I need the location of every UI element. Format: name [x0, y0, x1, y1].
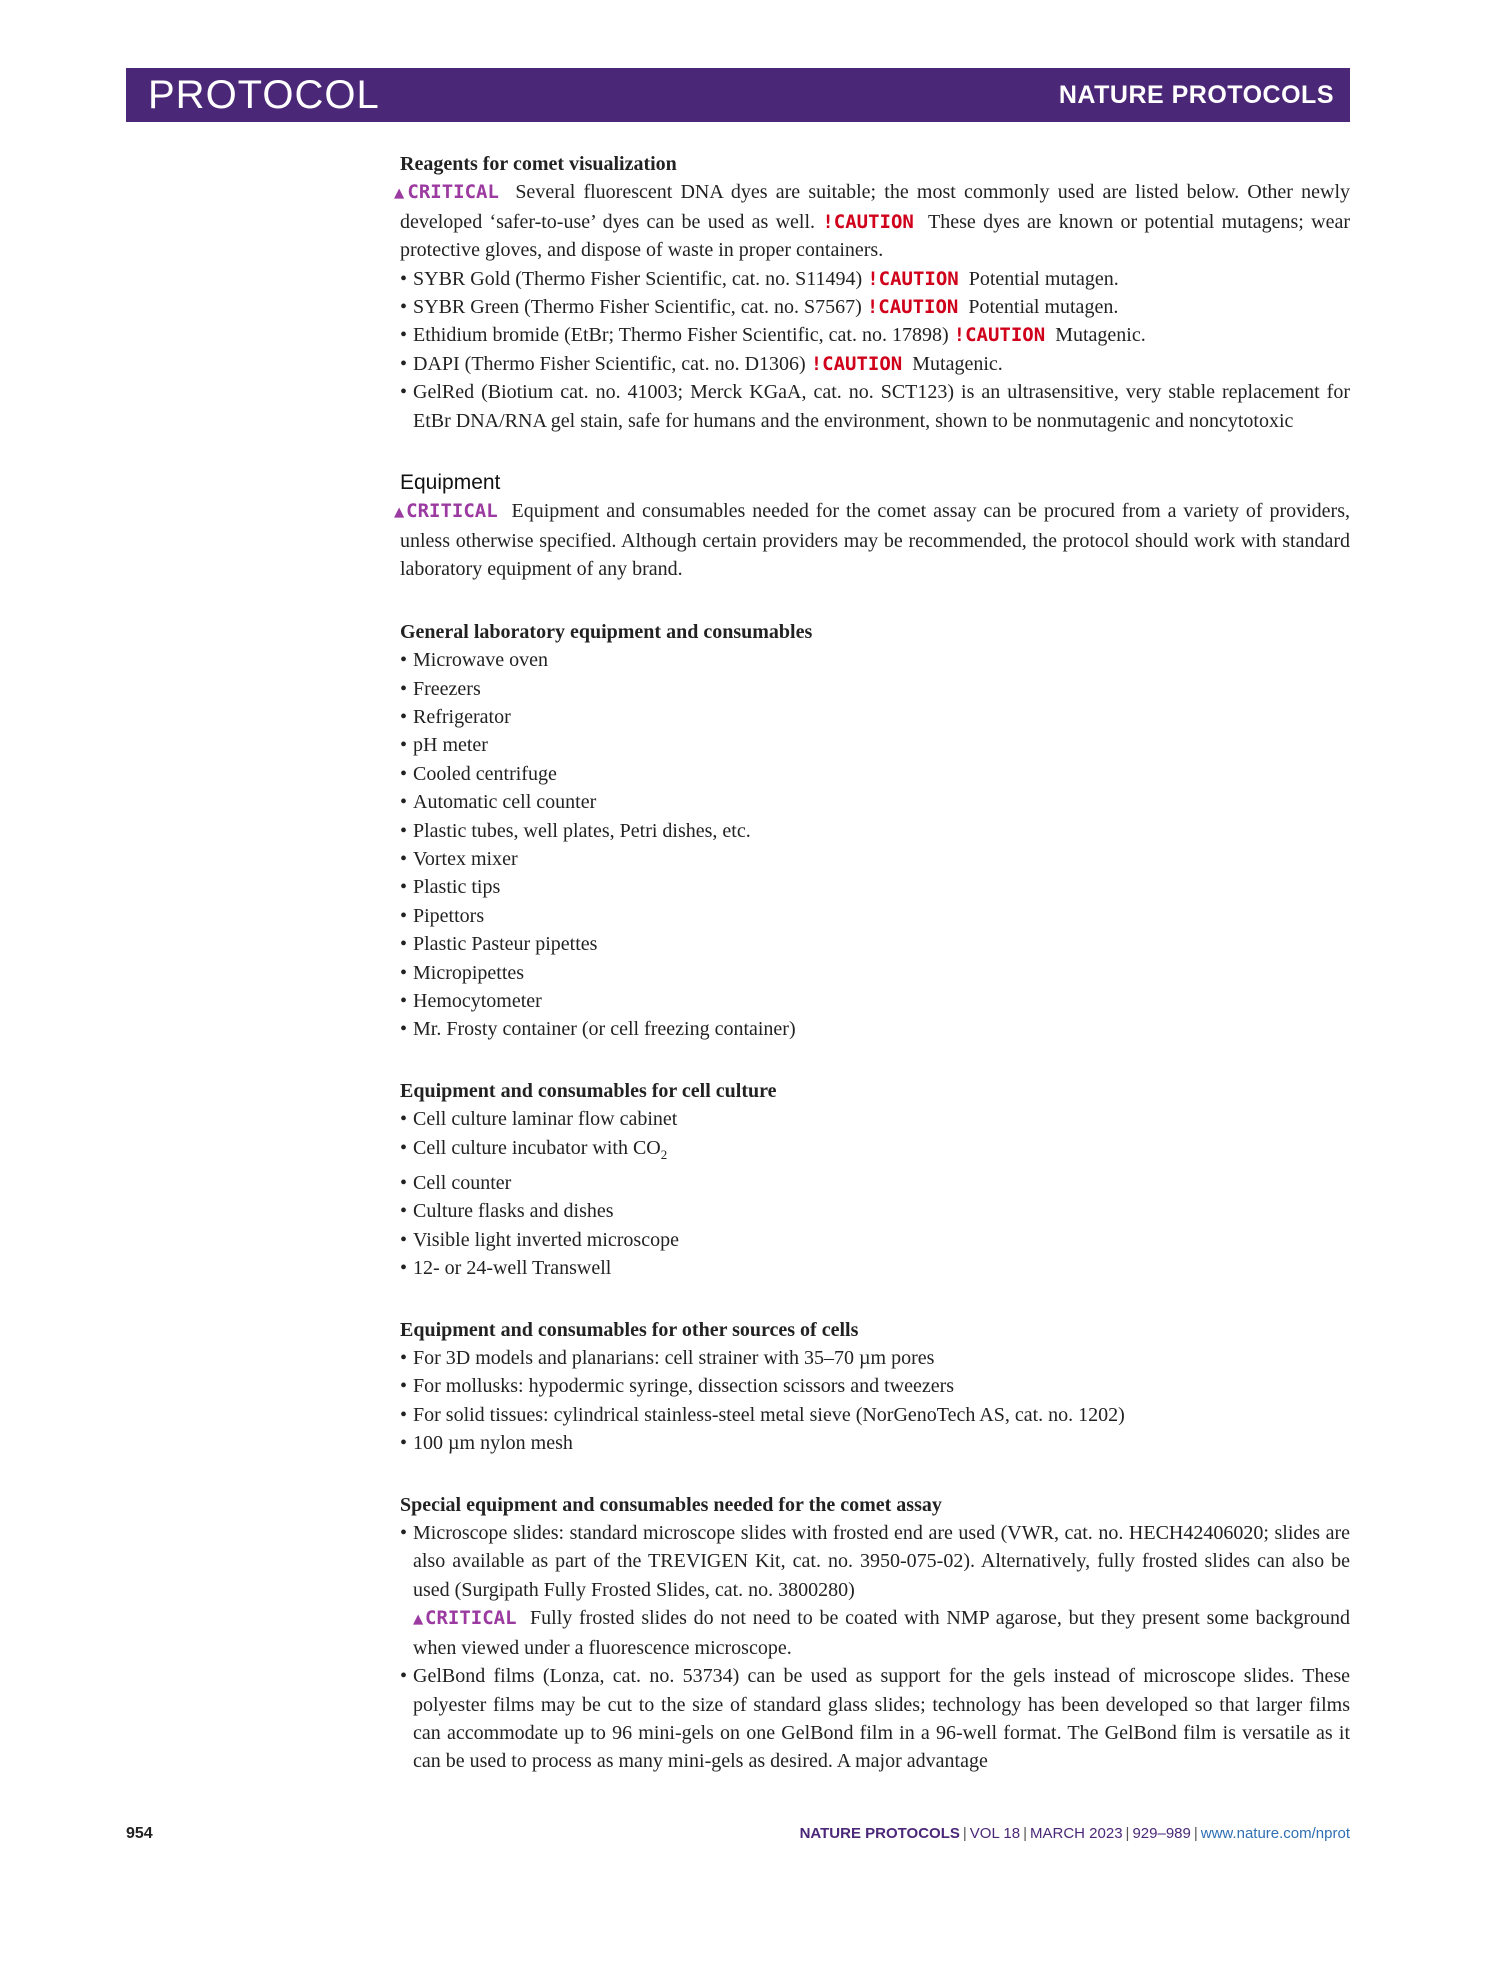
general-equipment-list — [400, 646, 1350, 1044]
list-item: • 12- or 24-well Transwell — [400, 1254, 1350, 1282]
reagents-caution-text: These dyes are known or potential mutagens; wear protective gloves, and dispose of waste in proper containers. — [400, 210, 1350, 262]
header-protocol-label: PROTOCOL — [148, 73, 380, 117]
critical-label: ▲CRITICAL — [394, 500, 498, 523]
list-item: • Hemocytometer — [400, 987, 1350, 1015]
caution-label: !CAUTION — [822, 210, 914, 233]
equipment-critical-text: Equipment and consumables needed for the comet assay can be procured from a variety of providers, unless otherwise specified. Although certain providers may be recommended, the protocol should work with standard laboratory equipment of any brand. — [400, 500, 1350, 581]
list-item: • For solid tissues: cylindrical stainless-steel metal sieve (NorGenoTech AS, cat. no. 1202) — [400, 1401, 1350, 1429]
page-body — [394, 150, 1351, 1776]
list-item: • Visible light inverted microscope — [400, 1226, 1350, 1254]
list-item: • Micropipettes — [400, 959, 1350, 987]
list-item: • Cell culture laminar flow cabinet — [400, 1105, 1350, 1133]
general-equipment-heading: General laboratory equipment and consumables — [400, 620, 813, 643]
cell-culture-list — [400, 1105, 1350, 1282]
list-item: • Plastic Pasteur pipettes — [400, 930, 1350, 958]
critical-label: ▲CRITICAL — [394, 181, 499, 204]
caution-label: !CAUTION — [867, 267, 959, 290]
equipment-heading: Equipment — [400, 471, 501, 495]
reagents-list — [400, 265, 1350, 435]
special-equipment-list — [400, 1519, 1350, 1776]
page-number: 954 — [126, 1825, 153, 1842]
other-sources-heading: Equipment and consumables for other sources of cells — [400, 1318, 859, 1341]
list-item: • Plastic tubes, well plates, Petri dishes, etc. — [400, 817, 1350, 845]
list-item-gelred: • GelRed (Biotium cat. no. 41003; Merck KGaA, cat. no. SCT123) is an ultrasensitive, very stable replacement for EtBr DNA/RNA gel stain, safe for humans and the environment, shown to be nonmutagenic and noncytotoxic — [400, 378, 1350, 435]
reagents-heading: Reagents for comet visualization — [400, 153, 677, 175]
critical-label: ▲CRITICAL — [413, 1607, 517, 1630]
list-item-slides: • Microscope slides: standard microscope slides with frosted end are used (VWR, cat. no. HECH42406020; slides are also available as part of the TREVIGEN Kit, cat. no. 3950-075-02). Alternatively, fully frosted slides can also be used (Surgipath Fully Frosted Slides, cat. no. 3800280) ▲CRITICAL Fully frosted slides do not need to be coated with NMP agarose, but they present some background when viewed under a fluorescence microscope. — [400, 1519, 1350, 1662]
list-item: • 100 µm nylon mesh — [400, 1429, 1350, 1457]
journal-citation: NATURE PROTOCOLS | VOL 18 | MARCH 2023 | 929–989 | www.nature.com/nprot — [799, 1825, 1350, 1842]
page-footer — [126, 1825, 1350, 1851]
header-banner — [126, 68, 1350, 122]
list-item-gelbond: • GelBond films (Lonza, cat. no. 53734) can be used as support for the gels instead of microscope slides. These polyester films may be cut to the size of standard glass slides; technology has been developed so that larger films can accommodate up to 96 mini-gels on one GelBond film in a 96-well format. The GelBond film is versatile as it can be used to process as many mini-gels as desired. A major advantage — [400, 1662, 1350, 1776]
list-item: • pH meter — [400, 731, 1350, 759]
list-item: • DAPI (Thermo Fisher Scientific, cat. no. D1306) !CAUTION Mutagenic. — [400, 350, 1350, 378]
critical-triangle-icon: ▲ — [413, 1609, 425, 1630]
caution-label: !CAUTION — [953, 324, 1046, 347]
list-item: • Microwave oven — [400, 646, 1350, 674]
caution-label: !CAUTION — [866, 296, 959, 319]
critical-triangle-icon: ▲ — [394, 183, 408, 204]
other-sources-list — [400, 1344, 1350, 1458]
list-item: • Vortex mixer — [400, 845, 1350, 873]
list-item: • Refrigerator — [400, 703, 1350, 731]
list-item: • Culture flasks and dishes — [400, 1197, 1350, 1225]
list-item: • SYBR Green (Thermo Fisher Scientific, cat. no. S7567) !CAUTION Potential mutagen. — [400, 293, 1350, 321]
list-item: • Pipettors — [400, 902, 1350, 930]
list-item: • Cell culture incubator with $CO_2$ — [400, 1134, 1350, 1169]
header-journal-label: NATURE PROTOCOLS — [1058, 81, 1334, 109]
list-item: • Cell counter — [400, 1169, 1350, 1197]
list-item: • For mollusks: hypodermic syringe, dissection scissors and tweezers — [400, 1372, 1350, 1400]
list-item: • Ethidium bromide (EtBr; Thermo Fisher Scientific, cat. no. 17898) !CAUTION Mutagenic. — [400, 321, 1350, 349]
cell-culture-heading: Equipment and consumables for cell culture — [400, 1079, 777, 1102]
list-item: • Automatic cell counter — [400, 788, 1350, 816]
list-item: • Plastic tips — [400, 873, 1350, 901]
list-item: • For 3D models and planarians: cell strainer with 35–70 µm pores — [400, 1344, 1350, 1372]
list-item: • Mr. Frosty container (or cell freezing container) — [400, 1015, 1350, 1043]
list-item: • Cooled centrifuge — [400, 760, 1350, 788]
caution-exclamation-icon: ! — [822, 210, 834, 233]
reagents-critical-text: Several fluorescent DNA dyes are suitable; the most commonly used are listed below. Other newly developed ‘safer-to-use’ dyes can be used as well. — [400, 181, 1351, 233]
list-item: • Freezers — [400, 675, 1350, 703]
critical-triangle-icon: ▲ — [394, 502, 407, 523]
equipment-critical-paragraph — [394, 497, 1350, 583]
reagents-critical-paragraph — [394, 178, 1351, 264]
journal-url-link[interactable]: www.nature.com/nprot — [1200, 1825, 1350, 1842]
special-equipment-heading: Special equipment and consumables needed for the comet assay — [400, 1493, 942, 1516]
caution-label: !CAUTION — [810, 352, 903, 375]
list-item: • SYBR Gold (Thermo Fisher Scientific, cat. no. S11494) !CAUTION Potential mutagen. — [400, 265, 1350, 293]
